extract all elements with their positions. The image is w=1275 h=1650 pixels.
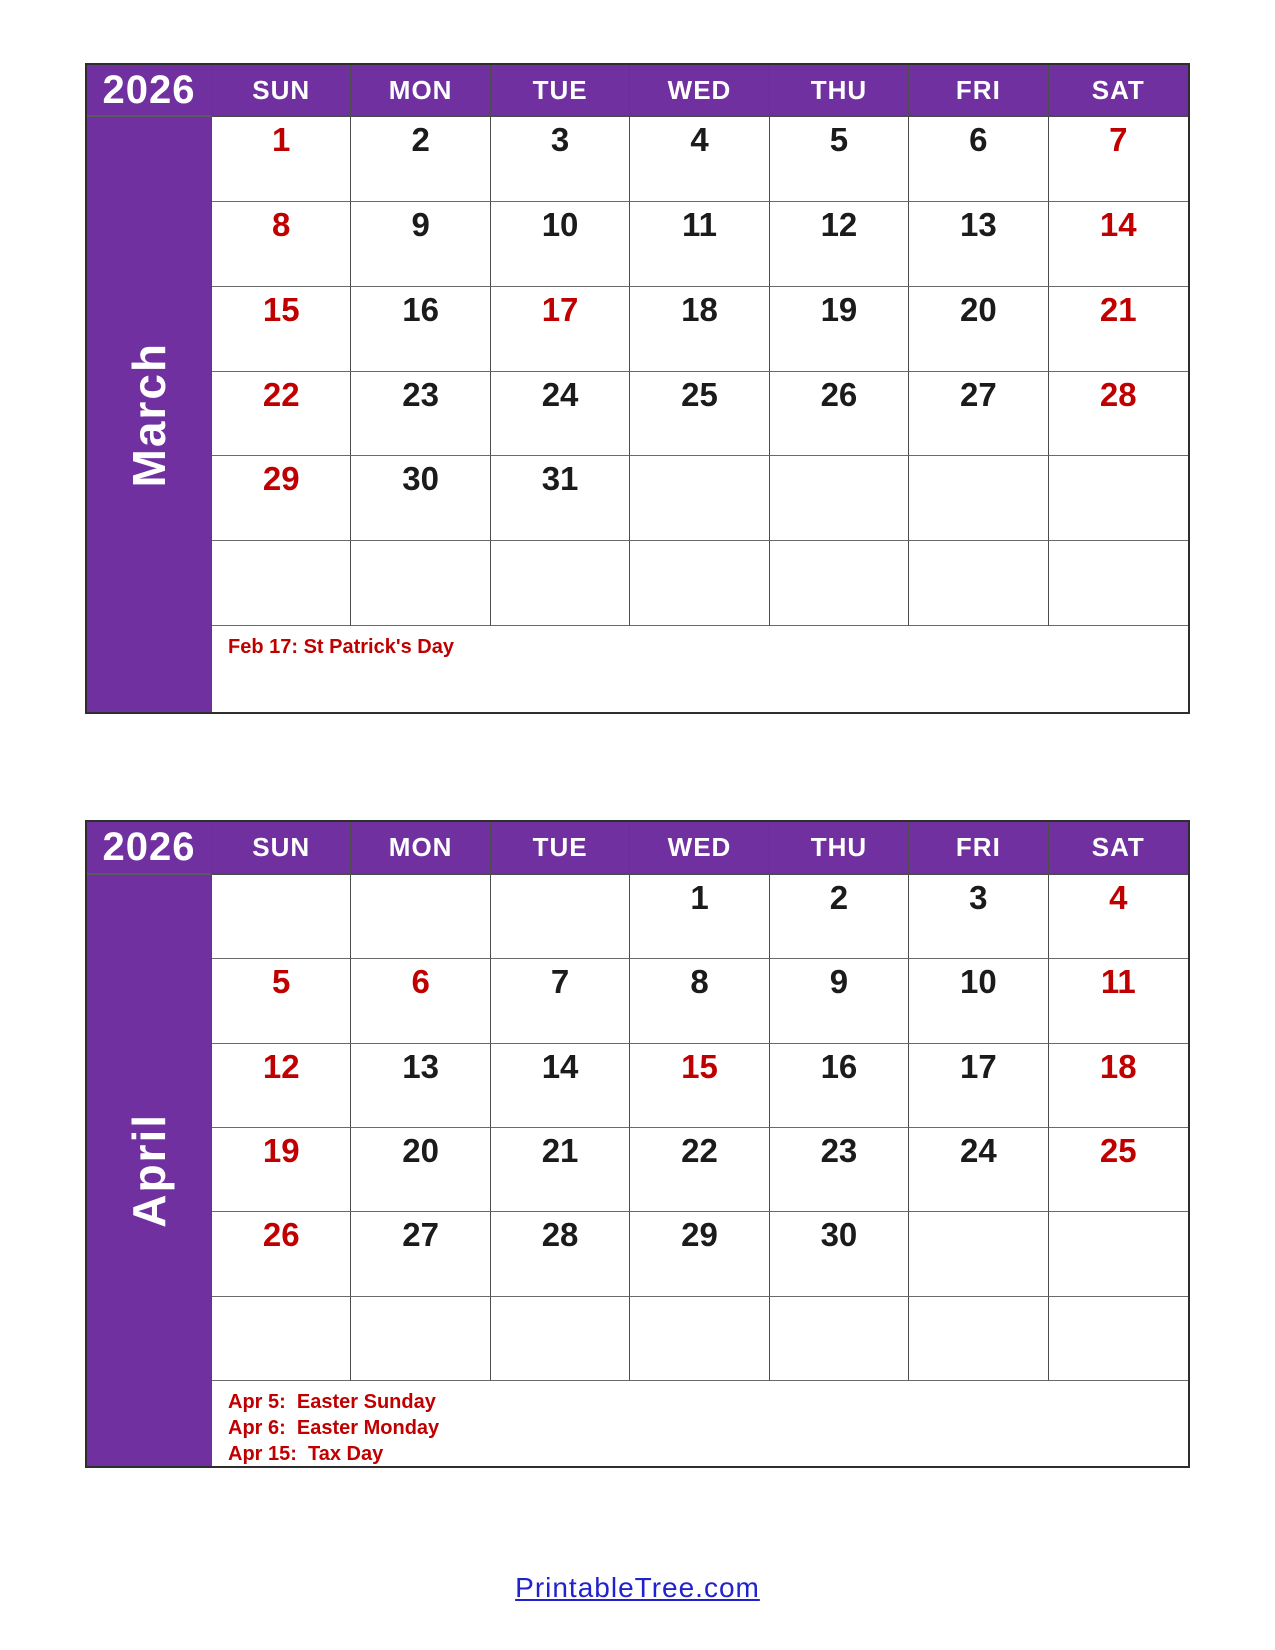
day-cell-april-13: [351, 1044, 490, 1128]
date-number: 2: [829, 879, 849, 916]
date-number: 5: [829, 121, 849, 158]
day-cell-march-10: [491, 202, 630, 287]
holiday-note: Apr 15: Tax Day: [228, 1443, 384, 1465]
date-number: 29: [681, 1216, 718, 1254]
date-number: 1: [690, 879, 709, 916]
day-cell-april-6: [351, 959, 490, 1043]
date-number: 26: [262, 1216, 300, 1254]
date-number: 21: [541, 1132, 579, 1169]
date-number: 4: [690, 121, 709, 158]
day-cell-april-4: [1049, 875, 1188, 959]
date-number: 3: [550, 121, 570, 158]
date-number: 20: [959, 290, 997, 328]
date-number: 28: [541, 1216, 579, 1254]
date-number: 7: [550, 963, 570, 1001]
day-cell-empty: [351, 875, 490, 959]
day-cell-empty: [351, 1297, 490, 1381]
day-cell-march-5: [770, 117, 909, 202]
day-cell-march-14: [1049, 202, 1188, 287]
day-cell-april-25: [1049, 1128, 1188, 1212]
day-header-mon: MON: [351, 822, 490, 875]
day-cell-march-9: [351, 202, 490, 287]
date-number: 14: [1099, 205, 1137, 243]
date-number: 20: [402, 1132, 439, 1169]
day-cell-april-20: [351, 1128, 490, 1212]
day-header-thu: THU: [770, 822, 909, 875]
date-number: 8: [690, 963, 709, 1001]
date-number: 18: [681, 290, 718, 328]
day-header-tue: TUE: [491, 65, 630, 117]
day-cell-march-30: [351, 456, 490, 541]
holiday-notes: [212, 1381, 1188, 1466]
day-cell-empty: [630, 456, 769, 541]
day-cell-empty: [351, 541, 490, 626]
day-cell-empty: [770, 456, 909, 541]
date-number: 19: [820, 290, 858, 328]
day-cell-march-18: [630, 287, 769, 372]
day-cell-empty: [1049, 541, 1188, 626]
year-label: 2026: [87, 65, 212, 117]
date-number: 29: [262, 460, 300, 498]
date-number: 15: [681, 1047, 718, 1085]
day-cell-april-12: [212, 1044, 351, 1128]
day-cell-april-5: [212, 959, 351, 1043]
day-cell-april-9: [770, 959, 909, 1043]
day-cell-april-16: [770, 1044, 909, 1128]
day-cell-april-22: [630, 1128, 769, 1212]
day-cell-april-14: [491, 1044, 630, 1128]
calendar-march-2026: [85, 63, 1190, 714]
date-number: 2: [411, 121, 430, 158]
day-cell-empty: [770, 1297, 909, 1381]
day-cell-march-12: [770, 202, 909, 287]
day-cell-april-17: [909, 1044, 1048, 1128]
date-number: 13: [402, 1047, 439, 1085]
day-cell-march-1: [212, 117, 351, 202]
day-cell-march-13: [909, 202, 1048, 287]
day-cell-march-25: [630, 372, 769, 457]
date-number: 13: [959, 205, 997, 243]
date-number: 26: [820, 375, 858, 413]
day-cell-april-26: [212, 1212, 351, 1296]
date-number: 10: [959, 963, 997, 1001]
day-cell-empty: [212, 875, 351, 959]
month-rail: [87, 117, 212, 712]
day-cell-empty: [909, 1297, 1048, 1381]
holiday-notes: [212, 626, 1188, 712]
day-cell-march-15: [212, 287, 351, 372]
day-cell-april-23: [770, 1128, 909, 1212]
day-cell-april-29: [630, 1212, 769, 1296]
day-cell-empty: [1049, 1212, 1188, 1296]
day-cell-april-3: [909, 875, 1048, 959]
date-number: 12: [820, 205, 858, 243]
date-number: 8: [272, 205, 291, 243]
day-cell-march-8: [212, 202, 351, 287]
date-number: 9: [829, 963, 849, 1001]
day-cell-empty: [630, 541, 769, 626]
date-number: 17: [959, 1047, 997, 1085]
day-header-sat: SAT: [1049, 822, 1188, 875]
date-number: 14: [541, 1047, 579, 1085]
day-cell-empty: [909, 541, 1048, 626]
day-cell-march-19: [770, 287, 909, 372]
day-cell-empty: [491, 1297, 630, 1381]
date-number: 25: [681, 375, 718, 413]
day-cell-april-11: [1049, 959, 1188, 1043]
day-cell-empty: [770, 541, 909, 626]
date-number: 6: [411, 963, 430, 1001]
day-cell-empty: [212, 1297, 351, 1381]
date-number: 1: [272, 121, 291, 158]
day-header-wed: WED: [630, 65, 769, 117]
day-cell-march-20: [909, 287, 1048, 372]
day-cell-empty: [491, 541, 630, 626]
day-header-mon: MON: [351, 65, 490, 117]
day-cell-march-29: [212, 456, 351, 541]
calendar-april-2026: [85, 820, 1190, 1468]
day-cell-march-26: [770, 372, 909, 457]
day-cell-april-18: [1049, 1044, 1188, 1128]
day-cell-empty: [1049, 1297, 1188, 1381]
day-header-fri: FRI: [909, 65, 1048, 117]
holiday-note: Feb 17: St Patrick's Day: [228, 636, 454, 658]
date-number: 16: [820, 1047, 858, 1085]
footer: [0, 1572, 1275, 1604]
date-number: 18: [1099, 1047, 1137, 1085]
holiday-note: Apr 6: Easter Monday: [228, 1417, 440, 1439]
day-cell-april-21: [491, 1128, 630, 1212]
date-number: 27: [402, 1216, 439, 1254]
date-number: 19: [262, 1132, 300, 1169]
day-cell-april-30: [770, 1212, 909, 1296]
day-cell-march-2: [351, 117, 490, 202]
date-number: 23: [402, 375, 439, 413]
date-number: 28: [1099, 375, 1137, 413]
day-cell-march-3: [491, 117, 630, 202]
day-cell-march-24: [491, 372, 630, 457]
day-cell-april-2: [770, 875, 909, 959]
day-cell-march-6: [909, 117, 1048, 202]
date-number: 30: [820, 1216, 858, 1254]
day-cell-april-27: [351, 1212, 490, 1296]
day-cell-march-4: [630, 117, 769, 202]
day-header-sun: SUN: [212, 822, 351, 875]
month-label: April: [123, 1113, 175, 1228]
day-cell-april-15: [630, 1044, 769, 1128]
day-cell-april-28: [491, 1212, 630, 1296]
printabletree-link[interactable]: PrintableTree.com: [515, 1572, 760, 1603]
date-number: 11: [682, 205, 717, 243]
day-cell-empty: [909, 456, 1048, 541]
day-header-tue: TUE: [491, 822, 630, 875]
date-number: 23: [820, 1132, 858, 1169]
day-cell-march-28: [1049, 372, 1188, 457]
day-header-thu: THU: [770, 65, 909, 117]
day-cell-empty: [491, 875, 630, 959]
day-cell-march-27: [909, 372, 1048, 457]
date-number: 17: [541, 290, 579, 328]
day-cell-april-7: [491, 959, 630, 1043]
date-number: 24: [959, 1132, 997, 1169]
day-cell-march-22: [212, 372, 351, 457]
day-header-sun: SUN: [212, 65, 351, 117]
day-cell-empty: [909, 1212, 1048, 1296]
day-cell-march-11: [630, 202, 769, 287]
day-cell-march-23: [351, 372, 490, 457]
day-cell-april-10: [909, 959, 1048, 1043]
day-cell-empty: [212, 541, 351, 626]
date-number: 9: [411, 205, 430, 243]
date-number: 4: [1109, 879, 1128, 916]
day-cell-march-21: [1049, 287, 1188, 372]
day-cell-april-19: [212, 1128, 351, 1212]
date-number: 27: [959, 375, 997, 413]
date-number: 12: [262, 1047, 300, 1085]
holiday-note: Apr 5: Easter Sunday: [228, 1391, 436, 1413]
date-number: 22: [262, 375, 300, 413]
date-number: 22: [681, 1132, 718, 1169]
date-number: 11: [1100, 963, 1136, 1001]
date-number: 5: [272, 963, 291, 1001]
date-number: 3: [969, 879, 988, 916]
day-cell-march-31: [491, 456, 630, 541]
day-cell-april-8: [630, 959, 769, 1043]
year-label: 2026: [87, 822, 212, 875]
day-cell-march-17: [491, 287, 630, 372]
date-number: 16: [402, 290, 439, 328]
date-number: 21: [1099, 290, 1137, 328]
day-cell-empty: [1049, 456, 1188, 541]
day-cell-march-16: [351, 287, 490, 372]
day-cell-empty: [630, 1297, 769, 1381]
date-number: 31: [541, 460, 579, 498]
day-cell-april-24: [909, 1128, 1048, 1212]
day-header-wed: WED: [630, 822, 769, 875]
month-rail: [87, 875, 212, 1466]
day-header-sat: SAT: [1049, 65, 1188, 117]
date-number: 30: [402, 460, 439, 498]
day-cell-march-7: [1049, 117, 1188, 202]
date-number: 15: [262, 290, 300, 328]
date-number: 10: [541, 205, 579, 243]
date-number: 6: [969, 121, 988, 158]
day-cell-april-1: [630, 875, 769, 959]
day-header-fri: FRI: [909, 822, 1048, 875]
month-label: March: [123, 341, 175, 488]
date-number: 25: [1099, 1132, 1137, 1169]
date-number: 24: [541, 375, 579, 413]
date-number: 7: [1109, 121, 1128, 158]
